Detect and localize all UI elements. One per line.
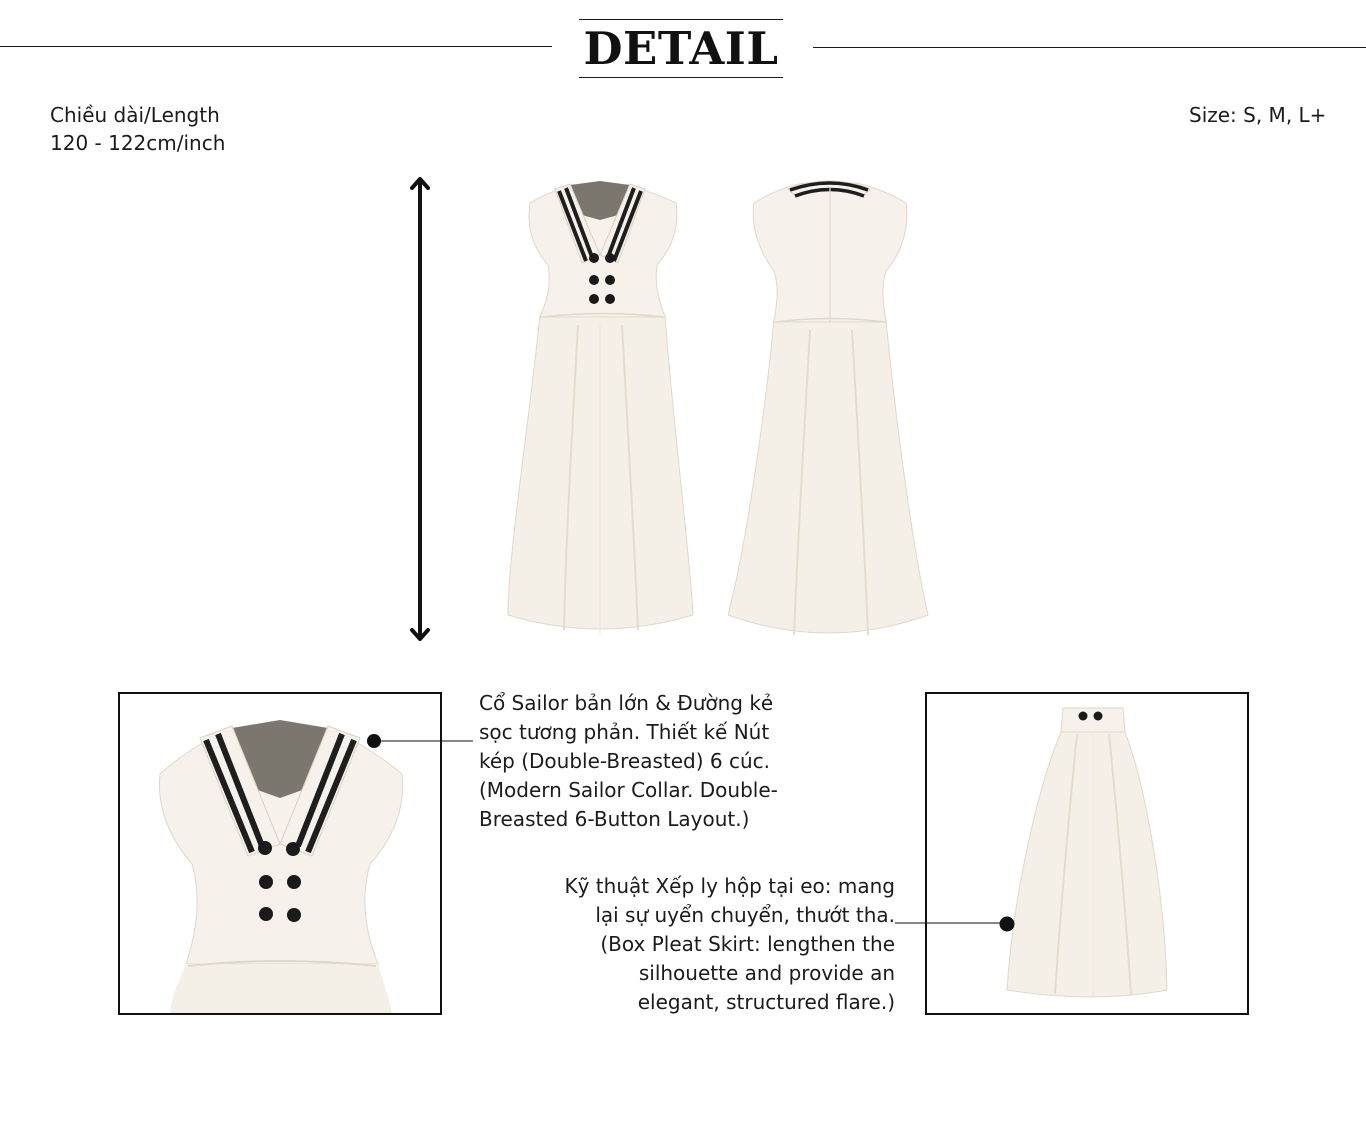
length-value: 120 - 122cm/inch: [50, 131, 226, 155]
skirt-callout-line: elegant, structured flare.): [637, 990, 895, 1014]
collar-callout-text: [479, 689, 778, 834]
skirt-callout-line: silhouette and provide an: [638, 961, 895, 985]
dress-front-image: [500, 175, 700, 645]
skirt-callout-leader: [895, 912, 1020, 936]
size-spec: Size: S, M, L+: [1189, 103, 1327, 127]
dress-back-image: [728, 175, 933, 650]
collar-callout-line: Cổ Sailor bản lớn & Đường kẻ: [479, 691, 774, 715]
skirt-callout-line: (Box Pleat Skirt: lengthen the: [600, 932, 895, 956]
page-title: DETAIL: [583, 22, 779, 75]
skirt-callout-line: Kỹ thuật Xếp ly hộp tại eo: mang: [564, 874, 895, 898]
header-rule-left: [0, 46, 552, 47]
length-label: Chiều dài/Length: [50, 103, 220, 127]
collar-callout-line: kép (Double-Breasted) 6 cúc.: [479, 749, 770, 773]
length-arrow-icon: [408, 174, 432, 644]
collar-callout-leader: [360, 731, 475, 751]
collar-callout-line: Breasted 6-Button Layout.): [479, 807, 750, 831]
collar-callout-line: (Modern Sailor Collar. Double-: [479, 778, 778, 802]
skirt-callout-text: [565, 872, 896, 1017]
skirt-detail-image: [927, 694, 1247, 1013]
length-spec: [50, 101, 225, 157]
header-rule-right: [813, 47, 1366, 48]
collar-callout-line: sọc tương phản. Thiết kế Nút: [479, 720, 770, 744]
skirt-callout-line: lại sự uyển chuyển, thướt tha.: [595, 903, 895, 927]
title-frame: [579, 19, 783, 78]
skirt-detail-box: [925, 692, 1249, 1015]
